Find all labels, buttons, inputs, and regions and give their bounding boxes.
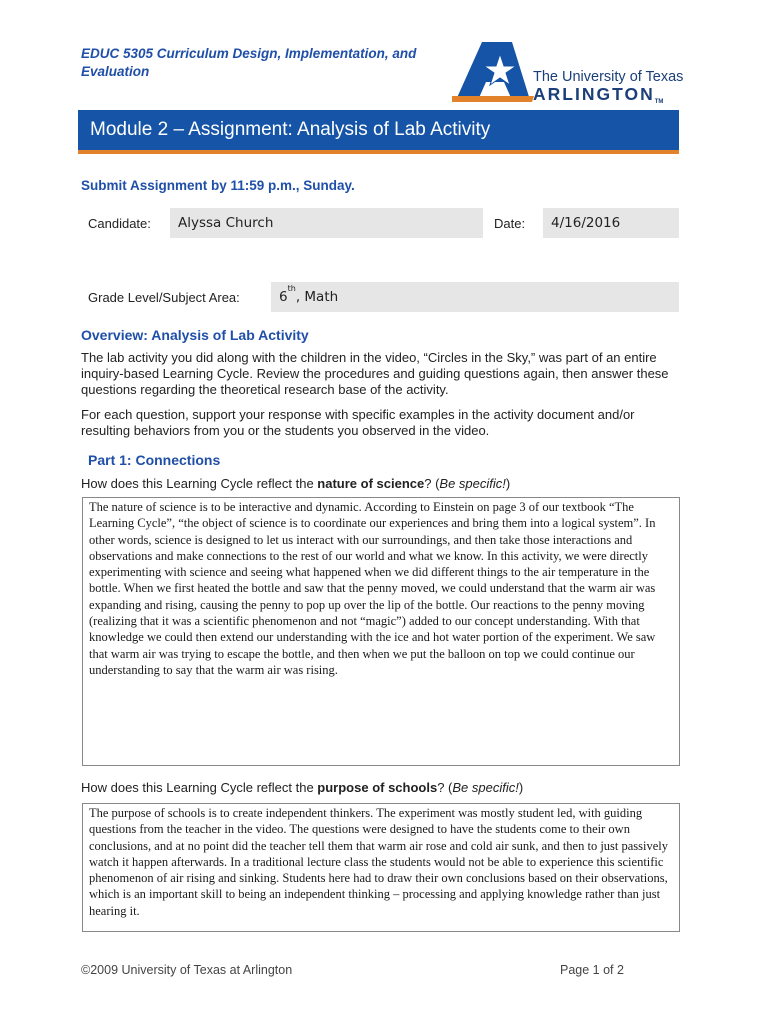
submit-notice: Submit Assignment by 11:59 p.m., Sunday. — [81, 178, 355, 193]
uta-a-orange-bar — [452, 96, 534, 102]
question-purpose-of-schools: How does this Learning Cycle reflect the purpose of schools? (Be specific!) — [81, 780, 524, 795]
logo-text-arlington: ARLINGTONTM — [533, 84, 664, 105]
candidate-field[interactable]: Alyssa Church — [170, 208, 483, 238]
grade-field[interactable]: 6th, Math — [271, 282, 679, 312]
overview-paragraph-1: The lab activity you did along with the children in the video, “Circles in the Sky,” was part of an entire inquiry-based Learning Cycle. Review the procedures and guiding questions again, then answer these questions regarding the theoretical research base of the activity. — [81, 350, 669, 397]
part1-heading: Part 1: Connections — [88, 452, 221, 468]
answer-nature-of-science[interactable]: The nature of science is to be interactive and dynamic. According to Einstein on page 3 of our textbook “The Learning Cycle”, “the object of science is to coordinate our experiences and bring them into a logical system”. In other words, science is designed to let us interact with our surroundings, and then take those interactions and observations and make connections to the rest of our world and what we know. In this activity, we were directly experimenting with science and seeing what happened when we did different things to the air temperature in the bottle. When we first heated the bottle and saw that the penny moved, we could understand that the warm air was expanding and rising, causing the penny to pop up over the lip of the bottle. Our reactions to the penny moving (realizing that it was a scientific phenomenon and not “magic”) added to our concept understanding. With that knowledge we could then extend our understanding with the ice and hot water portion of the experiment. We saw that warm air was trying to escape the bottle, and then when we put the balloon on top we could continue our understanding to say that the warm air was rising. — [82, 497, 680, 766]
date-label: Date: — [494, 216, 526, 231]
candidate-label: Candidate: — [88, 216, 151, 231]
title-banner — [78, 110, 679, 154]
overview-paragraph-2: For each question, support your response with specific examples in the activity document and/or resulting behaviors from you or the students you observed in the video. — [81, 407, 635, 438]
grade-label: Grade Level/Subject Area: — [88, 290, 240, 305]
logo-text-university: The University of Texas — [533, 69, 684, 85]
page-title: Module 2 – Assignment: Analysis of Lab Activity — [90, 119, 491, 140]
course-title: EDUC 5305 Curriculum Design, Implementation, and Evaluation — [81, 46, 417, 79]
question-nature-of-science: How does this Learning Cycle reflect the nature of science? (Be specific!) — [81, 476, 511, 491]
footer-copyright: ©2009 University of Texas at Arlington — [81, 963, 293, 977]
footer-page-number: Page 1 of 2 — [560, 963, 624, 977]
answer-purpose-of-schools[interactable]: The purpose of schools is to create independent thinkers. The experiment was mostly student led, with guiding questions from the teacher in the video. The questions were designed to have the students come to their own conclusions, and at no point did the teacher tell them that warm air rose and cold air sunk, and then to just passively watch it happen afterwards. In a traditional lecture class the students would not be able to experience this scientific phenomenon of air rising and sinking. Students here had to draw their own conclusions based on their observations, which is an important skill to being an independent thinking – processing and applying knowledge rather than just hearing it. — [82, 803, 680, 932]
date-field[interactable]: 4/16/2016 — [543, 208, 679, 238]
overview-heading: Overview: Analysis of Lab Activity — [81, 327, 309, 343]
